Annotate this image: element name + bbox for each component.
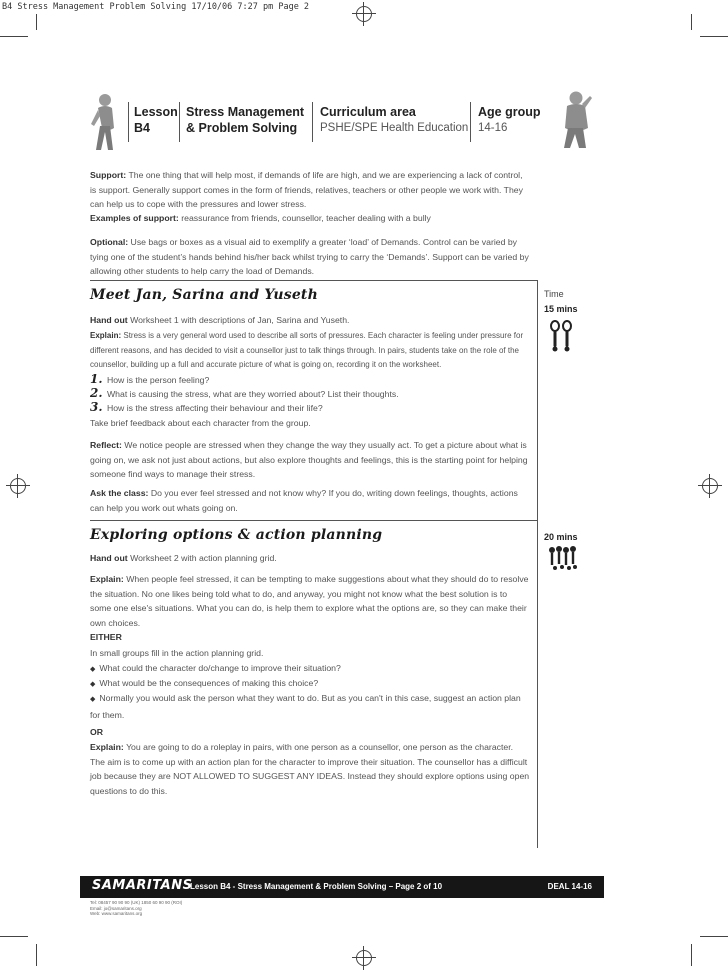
explain-3 <box>90 740 530 798</box>
decorative-figure-right <box>558 90 594 152</box>
feedback-line: Take brief feedback about each character from the group. <box>90 418 311 428</box>
explain-3-text: You are going to do a roleplay in pairs, with one person as a counsellor, one person as the character. The aim is to come up with an action plan for the character to improve their situation. The counsellor has a difficult job because they are NOT ALLOWED TO SUGGEST ANY IDEAS. Instead they should explore options using open questions to do this. <box>90 742 530 796</box>
reflect-text: We notice people are stressed when they change the way they usually act. To get a picture about what is going on, we ask not just about actions, but also explore thoughts and feelings, this is the starting point for helping someone find ways to manage their stress. <box>90 440 528 479</box>
either-label <box>90 630 530 645</box>
registration-mark <box>352 2 376 26</box>
explain-2-text: When people feel stressed, it can be tempting to make suggestions about what they should do to resolve the situation. No one likes being told what to do, and anyway, you might not know what the best solution is to some one else's situations. What you can do, is help them to explore what the options are, so they can make their own choices. <box>90 574 529 628</box>
crop-mark <box>691 14 692 30</box>
age-value: 14-16 <box>478 122 508 134</box>
support-paragraph <box>90 168 530 212</box>
contact-web: Web: www.samaritans.org <box>90 911 143 916</box>
explain-2 <box>90 572 530 630</box>
handout-1 <box>90 313 530 328</box>
age-block <box>478 104 541 136</box>
crop-mark <box>700 936 728 937</box>
footer-page-info: Lesson B4 - Stress Management & Problem Solving – Page 2 of 10 <box>190 882 443 891</box>
bullet-3: ◆ Normally you would ask the person what they want to do. But as you can't in this case, suggest an action plan for them. <box>90 691 530 722</box>
time-value-20-text: 20 mins <box>544 532 578 542</box>
explain-1 <box>90 329 530 373</box>
question-3 <box>90 400 530 416</box>
contact-phone: Tel: 08457 90 90 90 (UK) 1850 60 90 90 (ROI) <box>90 900 183 905</box>
print-slug: B4 Stress Management Problem Solving 17/10/06 7:27 pm Page 2 <box>2 2 310 12</box>
explain-1-text: Stress is a very general word used to describe all sorts of pressures. Each character is feeling under pressure for different reasons, and has decided to visit a counsellor just to talk things through. In pairs, students take on the role of the counsellor, building up a full and accurate picture of what is going on, recording it on the worksheet. <box>90 331 524 369</box>
column-divider <box>537 280 538 848</box>
title-block <box>186 104 304 136</box>
header-separator <box>470 102 471 142</box>
group-people-icon <box>548 544 578 574</box>
examples-paragraph <box>90 211 530 226</box>
curriculum-label: Curriculum area <box>320 105 416 119</box>
crop-mark <box>700 36 728 37</box>
header-separator <box>179 102 180 142</box>
header-separator <box>312 102 313 142</box>
curriculum-block <box>320 104 468 136</box>
title-line1: Stress Management <box>186 105 305 119</box>
explain-3-label: Explain: <box>90 742 124 752</box>
reflect-paragraph <box>90 438 530 482</box>
crop-mark <box>36 14 37 30</box>
bullet-2: ◆ What would be the consequences of making this choice? <box>90 676 530 693</box>
support-label: Support: <box>90 170 127 180</box>
handout-1-text: Worksheet 1 with descriptions of Jan, Sarina and Yuseth. <box>130 315 350 325</box>
section-heading-exploring: Exploring options & action planning <box>90 527 383 543</box>
decorative-figure-left <box>88 92 118 154</box>
bullet-1: ◆ What could the character do/change to improve their situation? <box>90 661 530 678</box>
question-3-text: How is the stress affecting their behaviour and their life? <box>106 403 323 413</box>
or-label <box>90 725 530 740</box>
time-value-15-text: 15 mins <box>544 304 578 314</box>
crop-mark <box>36 944 37 966</box>
lesson-block <box>134 104 178 136</box>
time-value-20 <box>544 532 578 542</box>
pair-people-icon <box>548 318 574 354</box>
question-1-number: 1. <box>90 372 103 386</box>
time-value-15 <box>544 304 578 314</box>
question-2-text: What is causing the stress, what are they worried about? List their thoughts. <box>106 389 399 399</box>
ask-label: Ask the class: <box>90 488 149 498</box>
question-3-number: 3. <box>90 400 103 414</box>
question-1-text: How is the person feeling? <box>106 375 210 385</box>
footer-deal-label: DEAL 14-16 <box>547 882 592 891</box>
age-label: Age group <box>478 105 541 119</box>
lesson-label: Lesson <box>134 105 178 119</box>
handout-2 <box>90 551 530 566</box>
handout-1-label: Hand out <box>90 315 128 325</box>
crop-mark <box>0 936 28 937</box>
small-groups-line: In small groups fill in the action planning grid. <box>90 648 264 658</box>
handout-2-label: Hand out <box>90 553 128 563</box>
section-heading-meet: Meet Jan, Sarina and Yuseth <box>90 287 318 303</box>
registration-mark <box>352 946 376 970</box>
curriculum-value: PSHE/SPE Health Education <box>320 122 469 134</box>
support-text: The one thing that will help most, if demands of life are high, and we are experiencing a lack of control, is support. Generally support comes in the form of friends, relatives, teachers or other people we work with. They can help us to cope with the pressures and lower stress. <box>90 170 523 209</box>
footer-bar <box>80 876 604 898</box>
crop-mark <box>0 36 28 37</box>
header-separator <box>128 102 129 142</box>
lesson-value: B4 <box>134 121 150 135</box>
section-rule <box>90 280 537 281</box>
time-label: Time <box>544 289 564 299</box>
explain-1-label: Explain: <box>90 331 122 340</box>
ask-paragraph <box>90 486 530 515</box>
explain-2-label: Explain: <box>90 574 124 584</box>
examples-label: Examples of support: <box>90 213 179 223</box>
registration-mark <box>6 474 30 498</box>
either-text: EITHER <box>90 632 122 642</box>
optional-label: Optional: <box>90 237 129 247</box>
or-text: OR <box>90 727 104 737</box>
question-2-number: 2. <box>90 386 103 400</box>
contact-info <box>90 900 182 917</box>
optional-paragraph <box>90 235 530 279</box>
ask-text: Do you ever feel stressed and not know why? If you do, writing down feelings, thoughts, actions can help you work out whats going on. <box>90 488 518 513</box>
handout-2-text: Worksheet 2 with action planning grid. <box>130 553 277 563</box>
section-rule <box>90 520 537 521</box>
reflect-label: Reflect: <box>90 440 122 450</box>
contact-email: Email: jo@samaritans.org <box>90 905 142 911</box>
registration-mark <box>698 474 722 498</box>
samaritans-logo: SAMARITANS <box>92 878 193 893</box>
examples-text: reassurance from friends, counsellor, teacher dealing with a bully <box>181 213 431 223</box>
title-line2: & Problem Solving <box>186 121 298 135</box>
crop-mark <box>691 944 692 966</box>
optional-text: Use bags or boxes as a visual aid to exemplify a greater ‘load’ of Demands. Control can be varied by tying one of the student’s hands behind his/her back whilst trying to carry the ‘Demands’. Support can be varied by allowing other students to help carry the load of Demands. <box>90 237 529 276</box>
